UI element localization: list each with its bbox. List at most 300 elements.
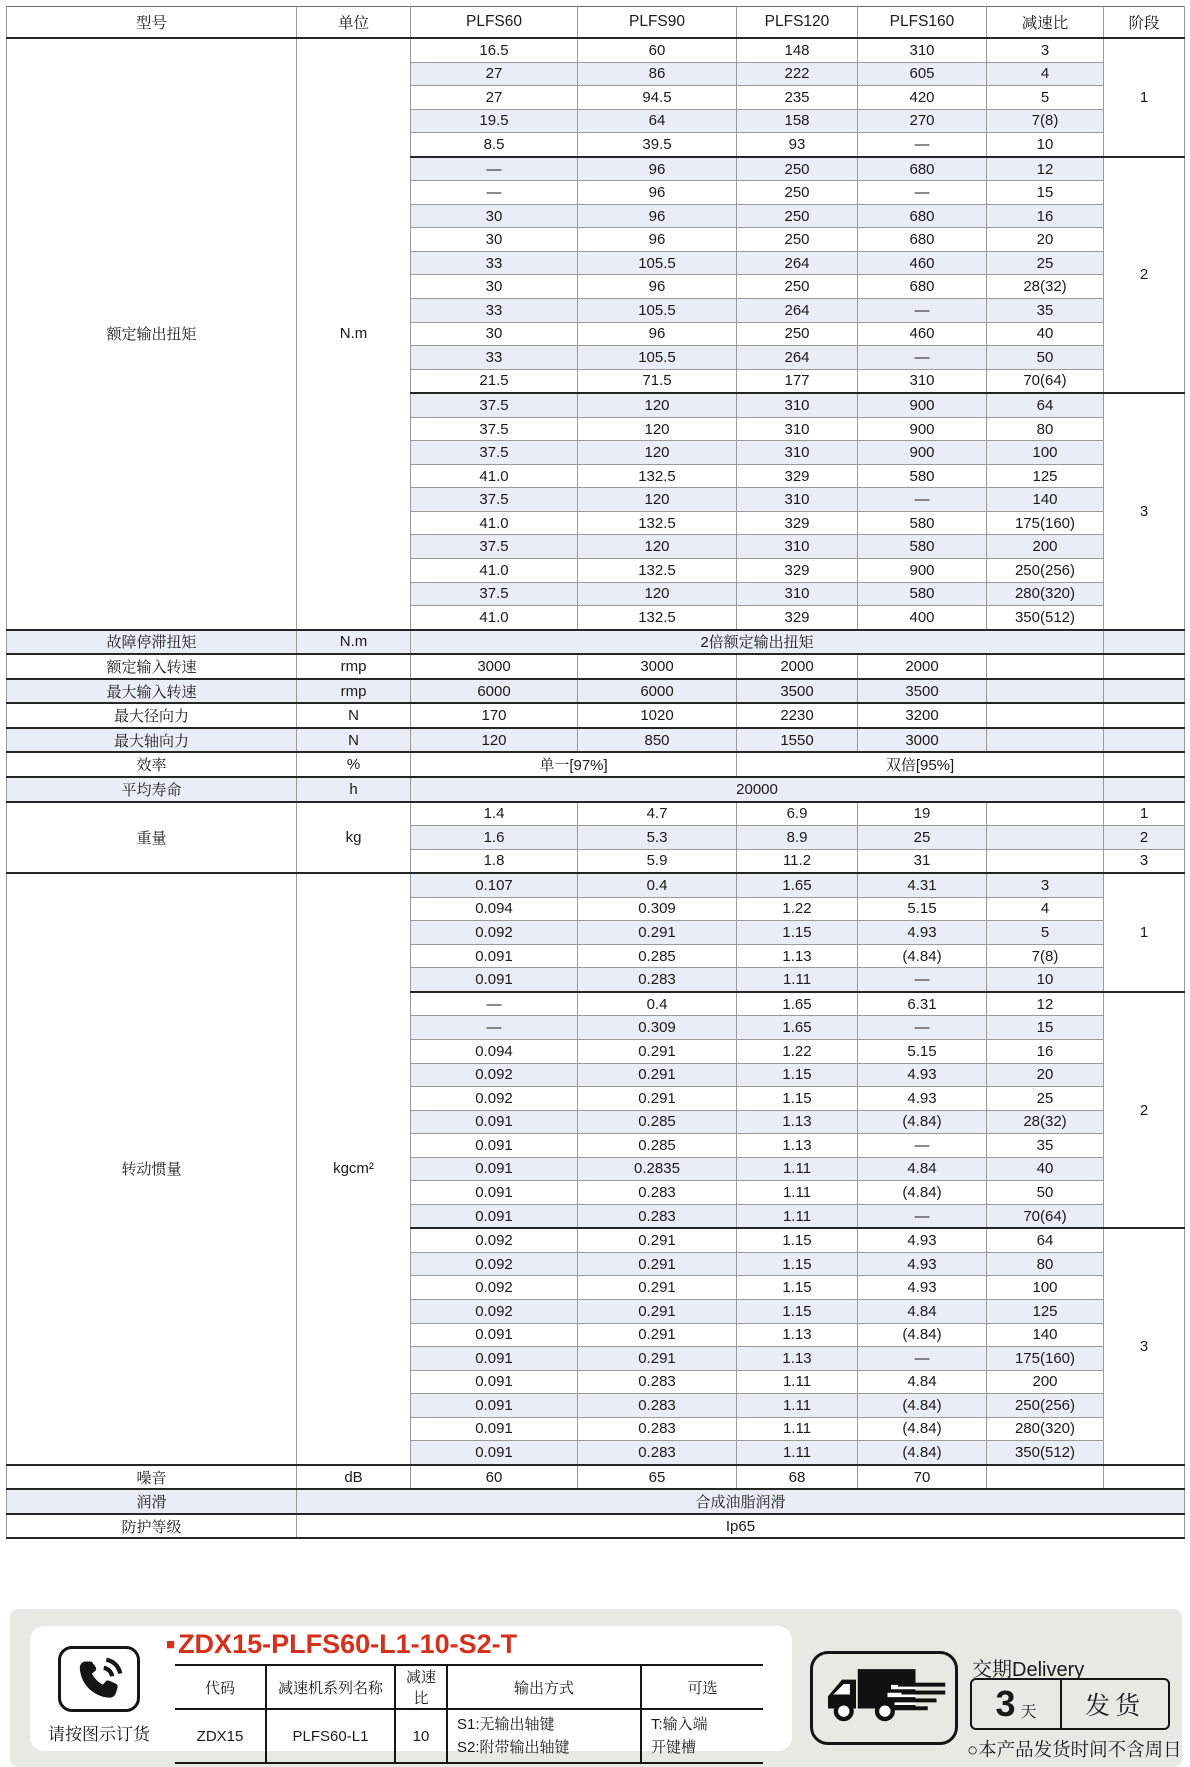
cell: 177 [737,369,858,393]
cell: 0.091 [411,1204,578,1228]
cell: 3 [987,38,1104,62]
cell: 70(64) [987,369,1104,393]
cell: — [858,1134,987,1158]
cell: 3000 [578,654,737,679]
cell: 0.092 [411,921,578,945]
cell: 1.11 [737,1370,858,1394]
row-label: 最大径向力 [7,703,297,728]
column-header: 减速机系列名称 [266,1665,395,1709]
cell: 35 [987,299,1104,323]
cell: 12 [987,157,1104,181]
table-row [7,630,1185,655]
cell: 170 [411,703,578,728]
cell: 65 [578,1465,737,1490]
truck-icon [810,1651,958,1745]
column-header: PLFS120 [737,7,858,39]
cell: 1.15 [737,1087,858,1111]
cell: 264 [737,346,858,370]
cell: 0.091 [411,1347,578,1371]
cell: 0.2835 [578,1157,737,1181]
cell [987,679,1104,704]
cell: 15 [987,181,1104,205]
cell: — [858,346,987,370]
cell: 580 [858,511,987,535]
cell: 420 [858,86,987,110]
cell: 200 [987,535,1104,559]
cell: 0.092 [411,1087,578,1111]
cell: 0.291 [578,1039,737,1063]
cell [987,703,1104,728]
cell: 27 [411,86,578,110]
cell [1104,752,1185,777]
cell: (4.84) [858,1441,987,1465]
cell: — [411,157,578,181]
cell: — [858,488,987,512]
column-header: 型号 [7,7,297,39]
cell: 25 [987,1087,1104,1111]
cell: 0.291 [578,1252,737,1276]
cell: 80 [987,417,1104,441]
cell: 10 [987,133,1104,157]
row-label: 额定输出扭矩 [7,38,297,630]
cell: 94.5 [578,86,737,110]
table-row [7,752,1185,777]
cell: 7(8) [987,944,1104,968]
cell: 1.13 [737,1347,858,1371]
cell: 2000 [737,654,858,679]
cell: 0.094 [411,1039,578,1063]
cell: 0.091 [411,944,578,968]
delivery-days-value: 3 [995,1683,1016,1725]
unit: kgcm² [297,873,411,1465]
cell: (4.84) [858,944,987,968]
cell: 4 [987,897,1104,921]
cell: 11.2 [737,849,858,873]
cell: 105.5 [578,346,737,370]
cell: 1.13 [737,944,858,968]
cell: 80 [987,1252,1104,1276]
delivery-box [970,1678,1170,1730]
cell: 120 [578,441,737,465]
cell [987,654,1104,679]
cell: 132.5 [578,464,737,488]
row-label: 平均寿命 [7,777,297,802]
row-label: 转动惯量 [7,873,297,1465]
cell: 0.291 [578,1299,737,1323]
cell: 460 [858,251,987,275]
cell: 25 [987,251,1104,275]
cell: 105.5 [578,299,737,323]
cell: (4.84) [858,1110,987,1134]
cell: 125 [987,464,1104,488]
cell: 4.93 [858,1087,987,1111]
cell [1104,1465,1185,1490]
cell: 2倍额定输出扭矩 [411,630,1104,655]
cell: 900 [858,417,987,441]
cell: 10 [987,968,1104,992]
cell: — [858,1347,987,1371]
cell [987,849,1104,873]
cell: 264 [737,299,858,323]
cell: 250 [737,204,858,228]
cell: 3 [1104,849,1185,873]
cell: 0.092 [411,1063,578,1087]
cell: 0.091 [411,1134,578,1158]
cell: 4.7 [578,802,737,826]
cell: 37.5 [411,441,578,465]
row-label: 润滑 [7,1489,297,1514]
cell: 64 [987,393,1104,417]
unit: h [297,777,411,802]
stage: 2 [1104,157,1185,393]
cell: 0.309 [578,1016,737,1040]
cell: 0.091 [411,1441,578,1465]
cell: 4.93 [858,1063,987,1087]
cell: 1.11 [737,1441,858,1465]
cell: 70(64) [987,1204,1104,1228]
cell: 1.15 [737,1063,858,1087]
cell: 0.283 [578,968,737,992]
cell: 50 [987,346,1104,370]
delivery-note: ○本产品发货时间不含周日 [967,1739,1182,1761]
cell: 5 [987,86,1104,110]
cell: PLFS60-L1 [266,1709,395,1763]
cell: 0.283 [578,1441,737,1465]
cell: 71.5 [578,369,737,393]
cell: 100 [987,1276,1104,1300]
cell: 175(160) [987,511,1104,535]
cell: 280(320) [987,582,1104,606]
cell: 39.5 [578,133,737,157]
cell: 3200 [858,703,987,728]
cell: 3500 [858,679,987,704]
cell: — [858,1204,987,1228]
cell [987,826,1104,850]
cell [1104,728,1185,753]
cell: 5.15 [858,897,987,921]
cell: — [411,1016,578,1040]
cell: 1.6 [411,826,578,850]
cell: 3000 [411,654,578,679]
cell: 5.15 [858,1039,987,1063]
cell: 20 [987,1063,1104,1087]
cell: 1.4 [411,802,578,826]
cell: 310 [737,535,858,559]
cell: 2230 [737,703,858,728]
cell: 264 [737,251,858,275]
cell: 37.5 [411,488,578,512]
cell: 148 [737,38,858,62]
cell: — [411,181,578,205]
cell: 96 [578,157,737,181]
cell: 329 [737,559,858,583]
cell: 900 [858,393,987,417]
cell [987,1465,1104,1490]
cell: 4.93 [858,921,987,945]
cell: 235 [737,86,858,110]
cell: 20000 [411,777,1104,802]
cell: 12 [987,992,1104,1016]
cell: 2 [1104,826,1185,850]
cell: 0.309 [578,897,737,921]
cell: 0.092 [411,1299,578,1323]
cell: 35 [987,1134,1104,1158]
cell: — [411,992,578,1016]
cell: 64 [987,1228,1104,1252]
table-row [7,777,1185,802]
row-label: 最大轴向力 [7,728,297,753]
cell: 19.5 [411,109,578,133]
cell: 96 [578,204,737,228]
cell: 350(512) [987,1441,1104,1465]
cell: 单一[97%] [411,752,737,777]
cell: 20 [987,228,1104,252]
cell: S1:无输出轴键 S2:附带输出轴键 [447,1709,641,1763]
cell: 250 [737,228,858,252]
cell: 310 [858,369,987,393]
stage: 1 [1104,38,1185,157]
cell: 96 [578,228,737,252]
cell: 400 [858,606,987,630]
cell: 0.283 [578,1394,737,1418]
cell: 1.11 [737,1204,858,1228]
cell: 1550 [737,728,858,753]
cell: 0.285 [578,1110,737,1134]
cell: 4.84 [858,1157,987,1181]
cell: 0.285 [578,1134,737,1158]
cell: 0.285 [578,944,737,968]
row-label: 防护等级 [7,1514,297,1539]
row-label: 噪音 [7,1465,297,1490]
cell: 120 [578,535,737,559]
unit: N.m [297,38,411,630]
cell: 41.0 [411,559,578,583]
table-row [7,1489,1185,1514]
unit: dB [297,1465,411,1490]
cell: 0.091 [411,1370,578,1394]
unit: N.m [297,630,411,655]
table-row [7,1465,1185,1490]
cell: 1.8 [411,849,578,873]
cell: 37.5 [411,393,578,417]
row-label: 额定输入转速 [7,654,297,679]
cell: 70 [858,1465,987,1490]
cell: 93 [737,133,858,157]
cell: 40 [987,1157,1104,1181]
cell: 37.5 [411,582,578,606]
cell [1104,679,1185,704]
cell: 1.15 [737,921,858,945]
cell: ZDX15 [196,1727,244,1745]
cell: 2000 [858,654,987,679]
cell: 0.091 [411,968,578,992]
spec-table [6,6,1185,1539]
cell: 1.11 [737,1181,858,1205]
row-label: 最大输入转速 [7,679,297,704]
cell: 60 [578,38,737,62]
cell: (4.84) [858,1323,987,1347]
cell: 64 [578,109,737,133]
cell: 1.11 [737,1417,858,1441]
stage: 1 [1104,873,1185,992]
cell: 8.5 [411,133,578,157]
column-header: 可选 [641,1665,763,1709]
cell: 120 [578,393,737,417]
cell: 1.13 [737,1134,858,1158]
part-number [166,1629,517,1660]
unit: N [297,703,411,728]
cell: 310 [858,38,987,62]
cell: 605 [858,62,987,86]
cell: 0.283 [578,1370,737,1394]
cell: 86 [578,62,737,86]
cell: 680 [858,228,987,252]
cell: 15 [987,1016,1104,1040]
column-header: 输出方式 [447,1665,641,1709]
cell: 250 [737,322,858,346]
cell: T:输入端 开键槽 [641,1709,763,1763]
cell: 1.11 [737,1394,858,1418]
cell: 33 [411,251,578,275]
cell: 3 [987,873,1104,897]
part-number-text: ZDX15-PLFS60-L1-10-S2-T [178,1629,518,1660]
cell: 580 [858,464,987,488]
cell: 270 [858,109,987,133]
cell: 120 [411,728,578,753]
cell: 250(256) [987,559,1104,583]
cell: 125 [987,1299,1104,1323]
cell: 0.091 [411,1394,578,1418]
cell: 30 [411,204,578,228]
unit: N [297,728,411,753]
cell: 0.291 [578,1063,737,1087]
cell: 460 [858,322,987,346]
cell: 900 [858,441,987,465]
cell: 1.22 [737,897,858,921]
cell: 28(32) [987,1110,1104,1134]
order-code-table [175,1664,763,1764]
cell: 28(32) [987,275,1104,299]
cell: 120 [578,488,737,512]
cell: 1 [1104,802,1185,826]
cell: 0.092 [411,1228,578,1252]
cell: 5.9 [578,849,737,873]
cell: 0.291 [578,1228,737,1252]
cell: 6000 [578,679,737,704]
cell: 250 [737,181,858,205]
table-row [7,654,1185,679]
cell: 4.93 [858,1276,987,1300]
cell: 580 [858,535,987,559]
cell: 350(512) [987,606,1104,630]
cell: 680 [858,204,987,228]
cell: 4.84 [858,1370,987,1394]
cell: 0.091 [411,1157,578,1181]
column-header: 减速比 [987,7,1104,39]
cell: 27 [411,62,578,86]
cell: 1.15 [737,1299,858,1323]
cell: 6000 [411,679,578,704]
cell: 1020 [578,703,737,728]
cell: 68 [737,1465,858,1490]
column-header: PLFS160 [858,7,987,39]
cell: 16.5 [411,38,578,62]
column-header: 单位 [297,7,411,39]
cell [1104,654,1185,679]
cell: 1.65 [737,1016,858,1040]
cell: (4.84) [858,1417,987,1441]
unit: rmp [297,654,411,679]
cell: 900 [858,559,987,583]
cell: 132.5 [578,559,737,583]
cell: 310 [737,441,858,465]
cell: 3000 [858,728,987,753]
unit: % [297,752,411,777]
cell: 1.11 [737,1157,858,1181]
cell: — [858,133,987,157]
cell: 0.291 [578,1276,737,1300]
row-label: 故障停滞扭矩 [7,630,297,655]
cell: 7(8) [987,109,1104,133]
cell: 4.93 [858,1252,987,1276]
cell: 310 [737,488,858,512]
cell: 4.93 [858,1228,987,1252]
cell: 120 [578,417,737,441]
cell: 158 [737,109,858,133]
cell: 30 [411,322,578,346]
column-header: 代码 [175,1665,266,1709]
cell: 19 [858,802,987,826]
cell: 4 [987,62,1104,86]
cell: 250 [737,157,858,181]
cell: 140 [987,1323,1104,1347]
order-card [30,1626,792,1757]
table-row [7,802,1185,826]
cell: 1.65 [737,992,858,1016]
cell: 100 [987,441,1104,465]
cell: 21.5 [411,369,578,393]
cell: 0.283 [578,1181,737,1205]
cell: 33 [411,346,578,370]
cell: (4.84) [858,1181,987,1205]
cell: 5 [987,921,1104,945]
cell: 8.9 [737,826,858,850]
cell: 0.291 [578,921,737,945]
cell: 1.15 [737,1228,858,1252]
cell: — [858,299,987,323]
cell: 0.091 [411,1417,578,1441]
cell: 37.5 [411,417,578,441]
cell: 96 [578,275,737,299]
cell: 0.091 [411,1110,578,1134]
cell: 1.13 [737,1110,858,1134]
stage: 2 [1104,992,1185,1228]
cell: 30 [411,228,578,252]
column-header: 减速比 [395,1665,447,1709]
cell: 0.4 [578,992,737,1016]
cell: 40 [987,322,1104,346]
cell: 6.9 [737,802,858,826]
cell [987,728,1104,753]
cell [987,802,1104,826]
cell: 4.84 [858,1299,987,1323]
cell: 合成油脂润滑 [297,1489,1185,1514]
table-row [7,873,1185,897]
cell: 680 [858,157,987,181]
cell: 双倍[95%] [737,752,1104,777]
cell: 175(160) [987,1347,1104,1371]
cell: 200 [987,1370,1104,1394]
